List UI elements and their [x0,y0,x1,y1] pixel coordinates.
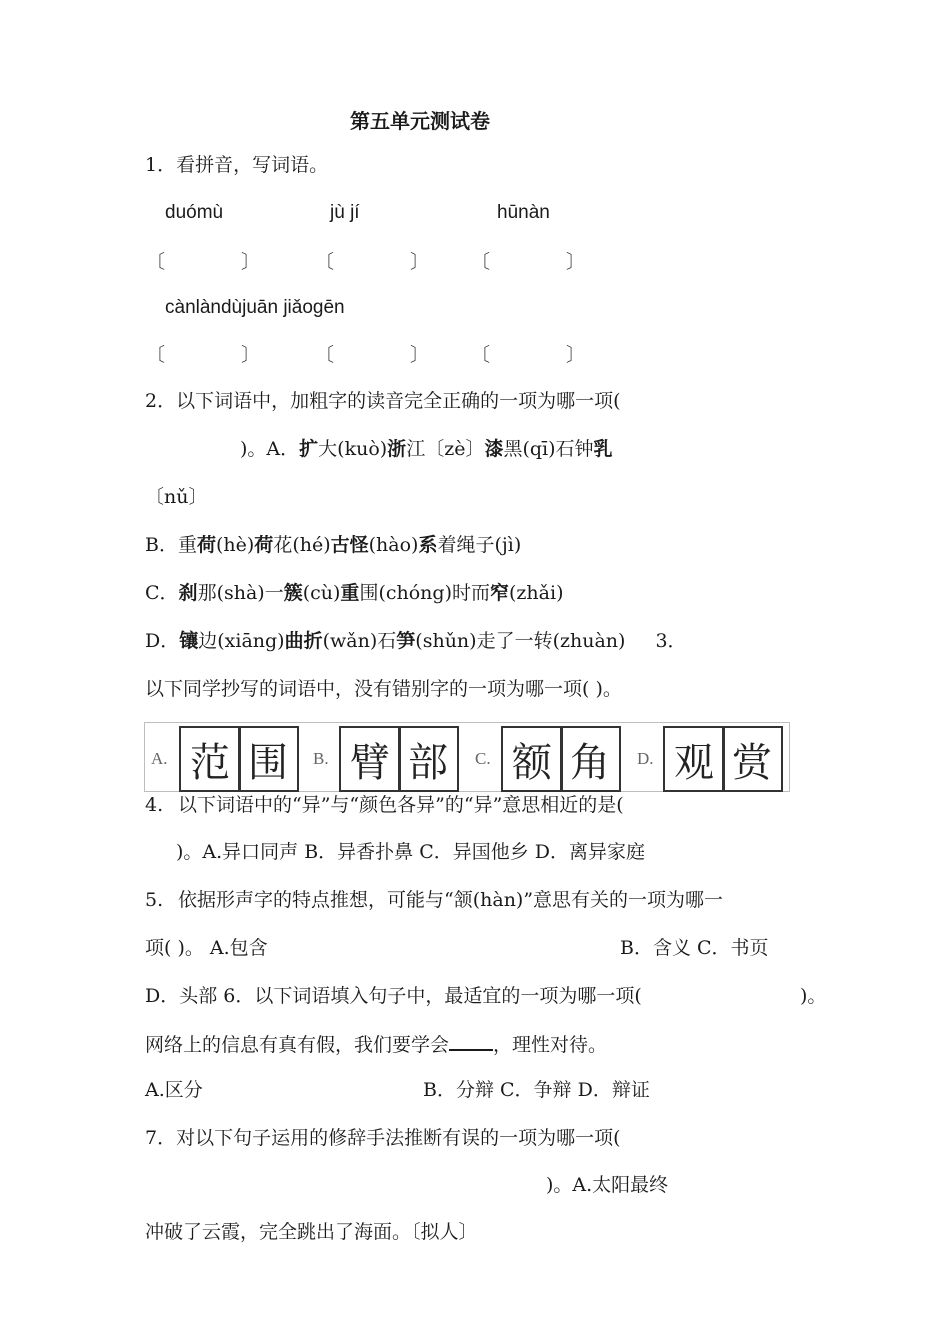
option-label: C. [475,749,491,768]
text: (hào) [368,534,419,556]
bold-char: 笋 [396,630,416,652]
q7-option-a: )。A.太阳最终 [546,1174,669,1196]
q2-option-a [240,436,613,462]
q4-options: )。A.异口同声 B．异香扑鼻 C．异国他乡 D．离异家庭 [176,841,646,863]
text: ，理性对待。 [493,1034,608,1056]
text: (shǔn)走了一转(zhuàn) [415,630,626,652]
text: 黑(qī)石钟 [503,438,594,460]
bold-char: 荷 [254,534,274,556]
text: D． [145,630,180,652]
bold-char: 镶 [179,630,199,652]
q2-option-b [145,532,521,558]
q1-pinyin-1: duómù [165,202,224,223]
text: (zhǎi) [509,582,564,604]
q7-stem: 7．对以下句子运用的修辞手法推断有误的一项为哪一项( [145,1127,621,1149]
answer-bracket[interactable]: 〔 〕 [146,251,261,273]
char-box: 围 [238,726,299,792]
option-label: A. [151,749,168,768]
char-box: 部 [398,726,459,792]
q3-options-image [144,722,790,792]
bold-char: 曲折 [284,630,323,652]
answer-bracket[interactable]: 〔 〕 [146,344,261,366]
q6-stem: D．头部 6．以下词语填入句子中，最适宜的一项为哪一项( [145,985,642,1007]
q6-sentence [145,1031,607,1058]
text: 花(hé) [273,534,331,556]
q1-pinyin-3: hūnàn [497,202,550,223]
bold-char: 扩 [299,438,319,460]
question-number: 3． [655,630,687,652]
text: 围(chóng)时而 [359,582,490,604]
char-box: 范 [179,726,241,792]
text: 江〔zè〕 [406,438,485,460]
q6-stem-end: )。 [800,985,827,1007]
text: 大(kuò) [318,438,388,460]
char-box: 赏 [722,726,783,792]
option-label: D. [637,749,654,768]
text: 着绳子(jì) [437,534,522,556]
q6-options-rest: B．分辩 C．争辩 D．辩证 [423,1079,650,1101]
answer-bracket[interactable]: 〔 〕 [315,251,430,273]
q1-pinyin-row2: cànlàndùjuān jiǎogēn [165,297,345,318]
q5-stem: 依据形声字的特点推想，可能与“颔(hàn)”意思有关的一项为哪一 [178,889,724,911]
bold-char: 重 [340,582,360,604]
text: (wǎn)石 [322,630,397,652]
bold-char: 簇 [283,582,303,604]
bold-char: 浙 [387,438,407,460]
q5-options-a: 项( )。 A.包含 [145,937,268,959]
q4-number: 4. [145,794,164,816]
option-label: B. [313,749,329,768]
q5-options-bc: B．含义 C．书页 [620,937,769,959]
text: 那(shà)一 [197,582,284,604]
text: 网络上的信息有真有假，我们要学会 [145,1034,450,1056]
fill-blank[interactable] [449,1031,493,1051]
page-title: 第五单元测试卷 [350,109,490,133]
q2-option-d [145,628,687,654]
answer-bracket[interactable]: 〔 〕 [471,344,586,366]
bold-char: 荷 [196,534,216,556]
bold-char: 漆 [484,438,504,460]
q3-stem: 以下同学抄写的词语中，没有错别字的一项为哪一项( )。 [145,678,622,700]
q7-option-a-cont: 冲破了云霞，完全跳出了海面。〔拟人〕 [145,1221,478,1243]
q2-option-c [145,580,563,606]
q6-option-a: A.区分 [145,1079,203,1101]
bold-char: 古怪 [330,534,369,556]
bold-char: 刹 [178,582,198,604]
char-box: 角 [560,726,621,792]
bold-char: 窄 [489,582,509,604]
text: (cù) [302,582,341,604]
text: (hè) [215,534,255,556]
q1-stem: 1．看拼音，写词语。 [145,154,329,176]
answer-bracket[interactable]: 〔 〕 [471,251,586,273]
answer-bracket[interactable]: 〔 〕 [315,344,430,366]
text: B．重 [145,534,197,556]
q5-number: 5. [145,889,164,911]
char-box: 臂 [339,726,401,792]
char-box: 观 [663,726,725,792]
char-box: 额 [501,726,563,792]
q4-stem: 以下词语中的“异”与“颜色各异”的“异”意思相近的是( [178,794,624,816]
q2-option-a-cont: 〔nǔ〕 [145,486,208,508]
text: C． [145,582,179,604]
bold-char: 乳 [593,438,613,460]
bold-char: 系 [418,534,438,556]
text: 边(xiāng) [198,630,285,652]
q1-pinyin-2: jù jí [330,202,360,223]
q2-stem: 2．以下词语中，加粗字的读音完全正确的一项为哪一项( [145,390,621,412]
text: )。A． [240,438,300,460]
